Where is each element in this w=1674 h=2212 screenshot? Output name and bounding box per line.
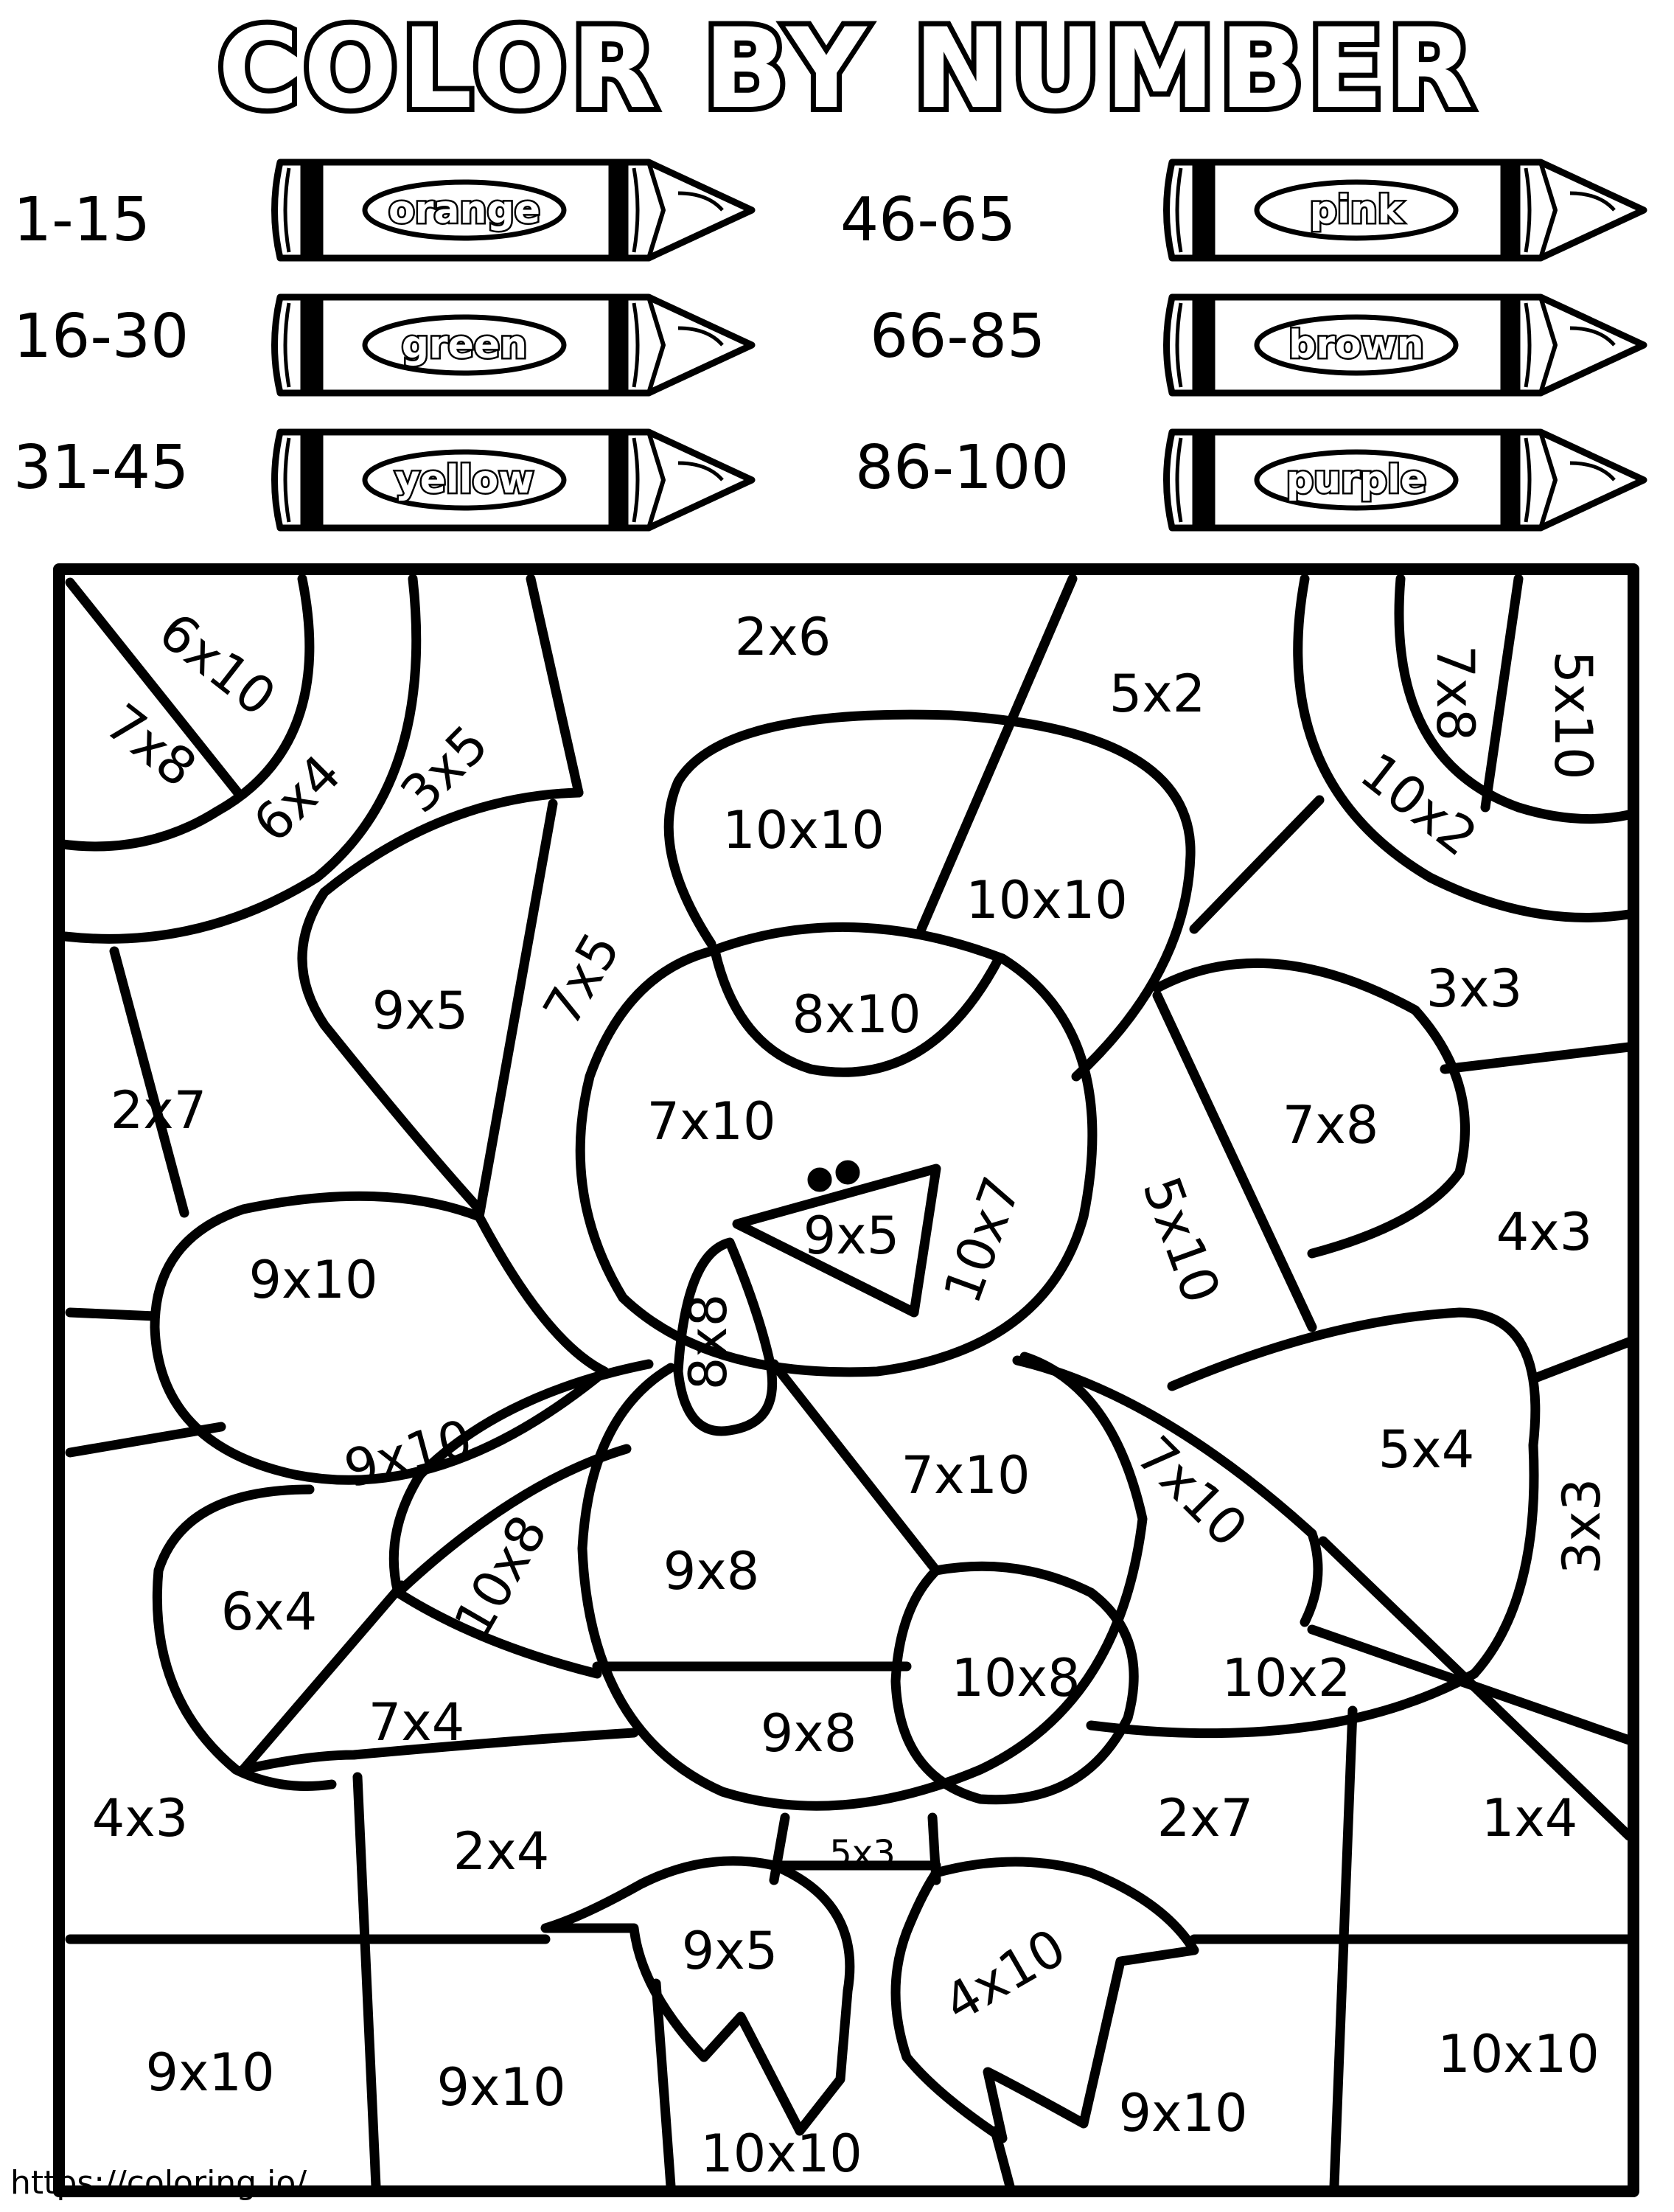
cell-label: 9x8 — [760, 1703, 857, 1764]
cell-label: 7x10 — [901, 1445, 1030, 1506]
cell-label: 9x10 — [436, 2057, 566, 2118]
cell-label: 8x10 — [792, 984, 921, 1045]
footer-url: https://coloring.io/ — [10, 2164, 307, 2202]
cell-label: 9x8 — [663, 1541, 760, 1601]
crayon-label: green — [401, 323, 528, 367]
cell-label: 10x2 — [1221, 1648, 1351, 1708]
key-range-6: 86-100 — [855, 433, 1070, 503]
cell-label: 7x4 — [368, 1692, 465, 1753]
cell-label: 7x8 — [94, 692, 208, 799]
cell-label: 7x8 — [1425, 644, 1485, 742]
cell-label: 10x10 — [1437, 2024, 1600, 2084]
cell-label: 6x4 — [241, 742, 353, 855]
cell-label: 10x8 — [951, 1648, 1081, 1708]
crayon-label: orange — [388, 188, 540, 232]
cell-label: 4x3 — [91, 1788, 189, 1848]
key-range-4: 46-65 — [840, 185, 1016, 255]
cell-label: 5x3 — [829, 1833, 896, 1874]
cell-label: 9x10 — [145, 2042, 275, 2103]
cell-label: 2x6 — [734, 607, 831, 667]
cell-label: 7x10 — [646, 1091, 776, 1152]
cell-label: 1x4 — [1481, 1788, 1578, 1848]
cell-label: 9x10 — [338, 1408, 478, 1500]
cell-label: 10x7 — [931, 1169, 1033, 1312]
cell-label: 7x5 — [531, 922, 632, 1037]
cell-label: 10x10 — [722, 800, 885, 860]
page-title-text: COLOR BY NUMBER — [217, 5, 1478, 133]
key-range-5: 66-85 — [870, 302, 1046, 372]
cell-label: 2x7 — [110, 1080, 207, 1141]
cell-label: 10x8 — [442, 1505, 559, 1648]
cell-label: 3x3 — [1552, 1478, 1612, 1575]
cell-label: 7x8 — [1282, 1095, 1379, 1155]
crayon-label: yellow — [394, 458, 534, 502]
cell-label: 10x2 — [1349, 740, 1488, 869]
cell-label: 5x4 — [1378, 1419, 1475, 1480]
key-range-3: 31-45 — [13, 433, 189, 503]
cell-label: 6x4 — [220, 1582, 318, 1642]
cell-label: 5x10 — [1543, 650, 1603, 780]
cell-label: 10x10 — [966, 870, 1128, 931]
cell-label: 8x8 — [678, 1293, 739, 1391]
cell-label: 9x5 — [681, 1921, 778, 1981]
cell-label: 9x5 — [372, 981, 469, 1041]
cell-label: 2x4 — [453, 1821, 550, 1882]
crayon-label: pink — [1309, 188, 1403, 232]
crayon-label: purple — [1286, 458, 1427, 502]
cell-label: 10x10 — [700, 2124, 862, 2184]
cell-label: 2x7 — [1157, 1788, 1254, 1848]
cell-label: 4x3 — [1496, 1202, 1593, 1262]
cell-label: 3x3 — [1426, 959, 1523, 1019]
cell-label: 5x2 — [1109, 664, 1206, 724]
cell-label: 4x10 — [933, 1916, 1076, 2034]
cell-label: 9x10 — [248, 1250, 378, 1310]
cell-label: 9x5 — [803, 1206, 900, 1266]
cell-label: 3x5 — [388, 713, 501, 825]
crayon-label: brown — [1288, 323, 1424, 367]
cell-label: 5x10 — [1131, 1169, 1232, 1312]
key-range-2: 16-30 — [13, 302, 189, 372]
cell-label: 9x10 — [1118, 2083, 1248, 2143]
cell-label: 7x10 — [1125, 1425, 1259, 1559]
key-range-1: 1-15 — [13, 185, 151, 255]
cell-label: 6x10 — [147, 600, 287, 728]
